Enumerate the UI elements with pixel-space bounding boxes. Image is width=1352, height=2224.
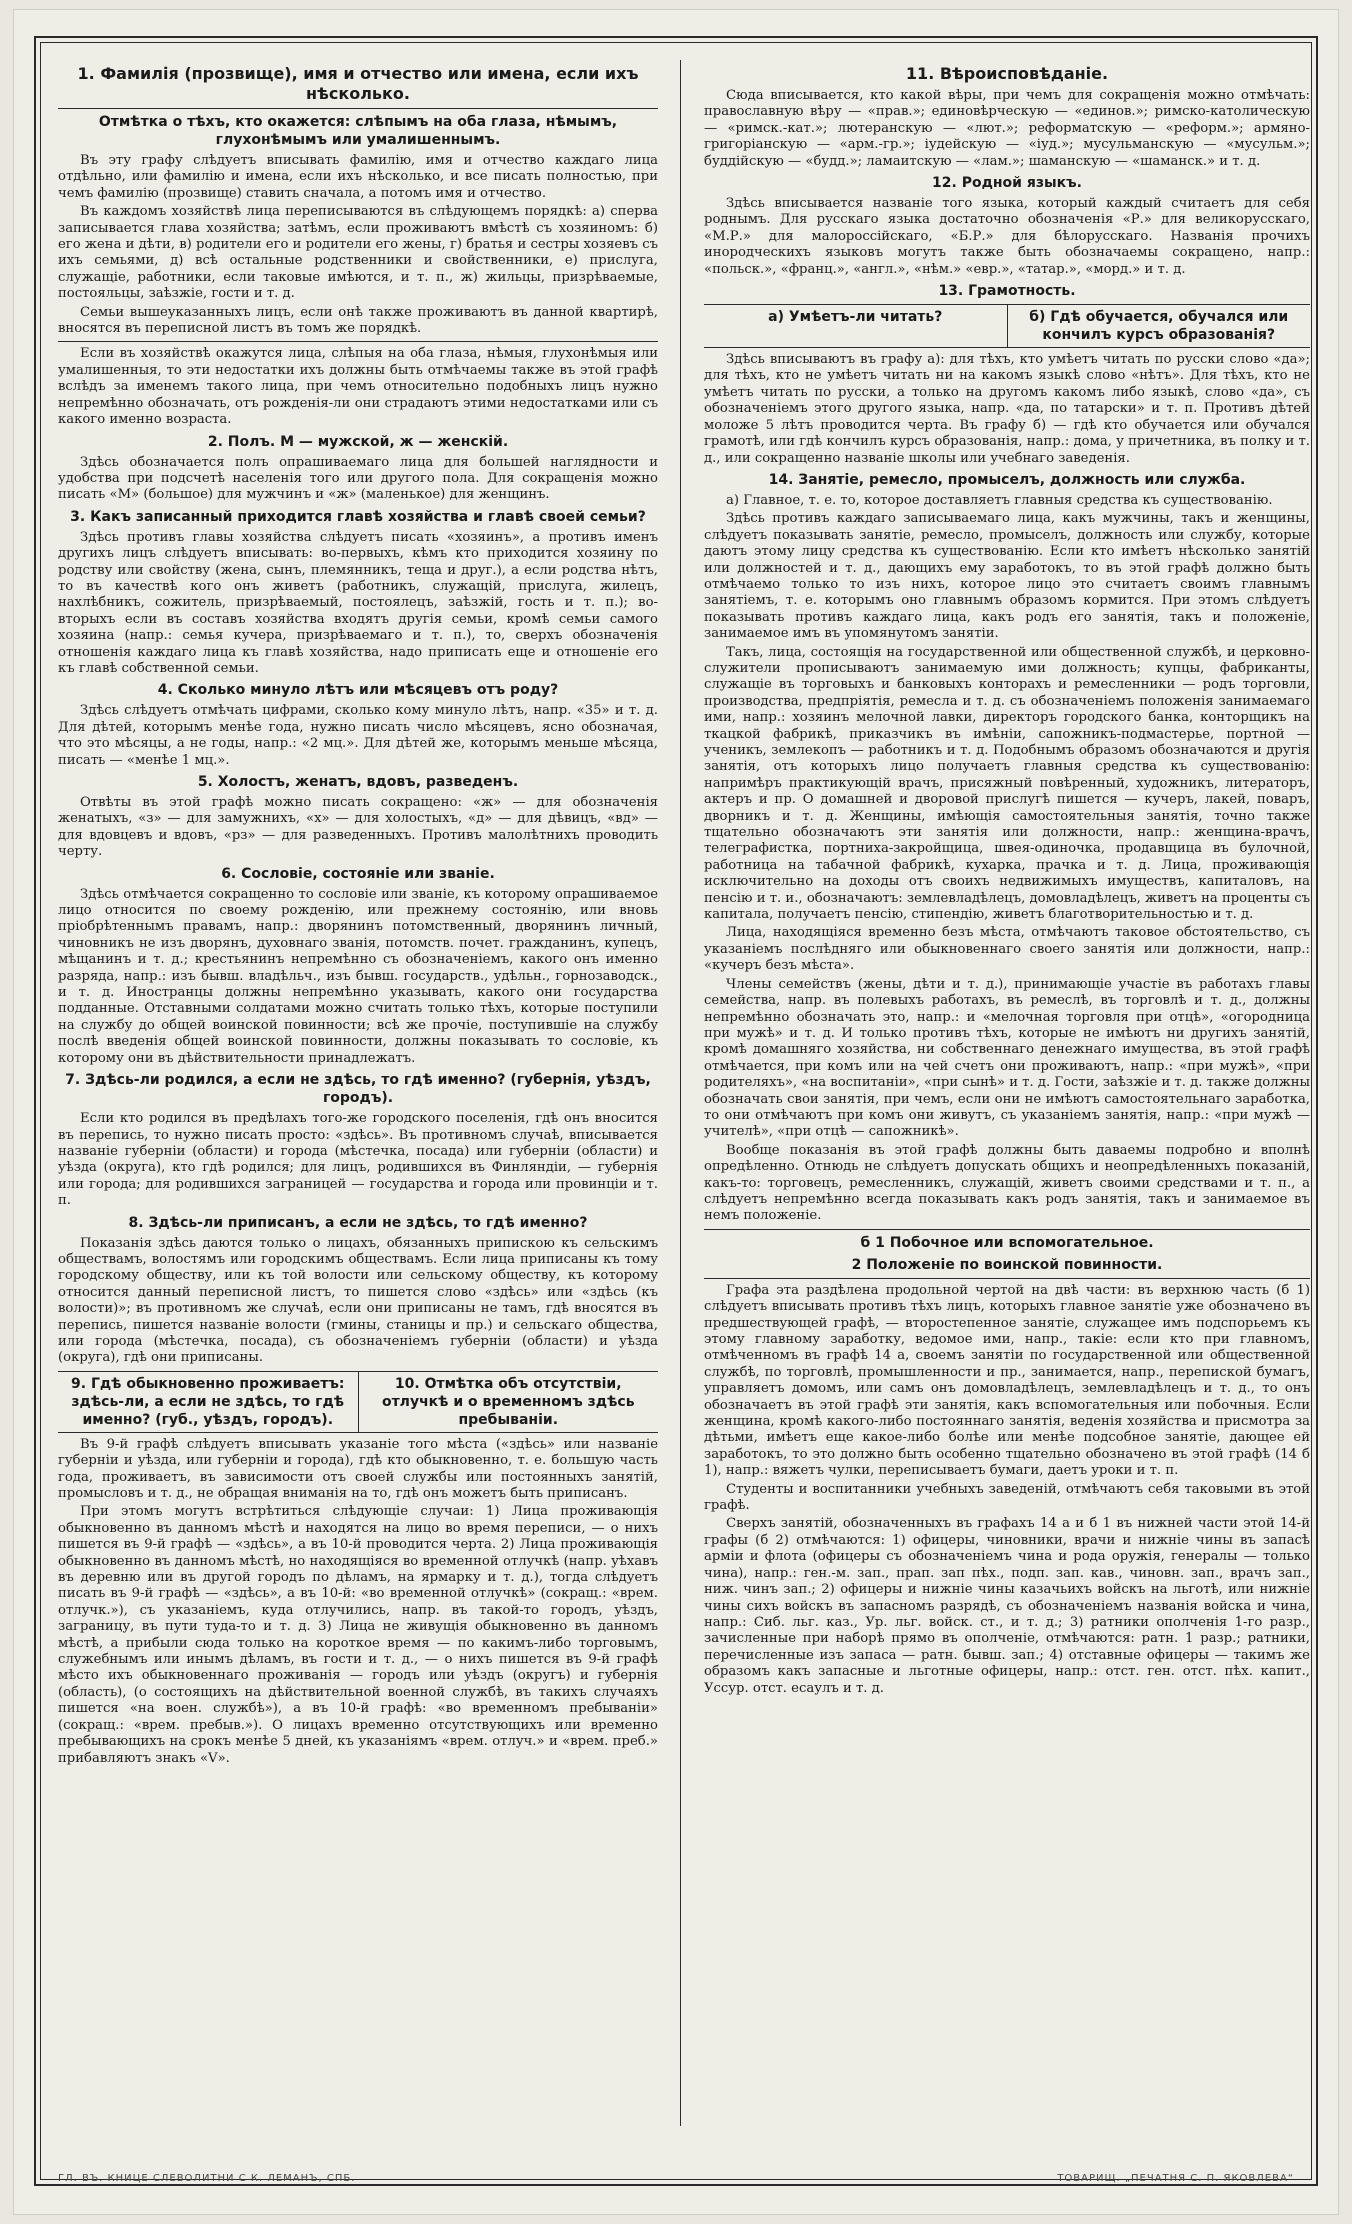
printer-imprint-left: ГЛ. ВЪ. КНИЦЕ СЛЕВОЛИТНИ С К. ЛЕМАНЪ, СПБ. <box>58 2173 356 2184</box>
separator <box>58 341 658 342</box>
right-column <box>704 58 1310 2134</box>
section-5-title: 5. Холостъ, женатъ, вдовъ, разведенъ. <box>197 774 519 790</box>
section-1-subtitle: Отмѣтка о тѣхъ, кто окажется: слѣпымъ на оба глаза, нѣмымъ, глухонѣмымъ или умалишеннымъ. <box>98 114 618 148</box>
paragraph: Лица, находящіяся временно безъ мѣста, отмѣчаютъ таковое обстоятельство, съ указаніемъ послѣдняго или обыкновеннаго своего занятія или должности, напр.: «кучеръ безъ мѣста». <box>704 925 1310 974</box>
section-9-10-header <box>58 1371 658 1433</box>
section-13a-title: а) Умѣетъ-ли читать? <box>768 309 943 326</box>
section-12-title: 12. Родной языкъ. <box>932 175 1082 192</box>
paragraph: Въ эту графу слѣдуетъ вписывать фамилію, имя и отчество каждаго лица отдѣльно, или фамилію и имена, если ихъ нѣсколько, и все писать полностью, при чемъ фамилію (прозвище) ставить сначала, а потомъ имя и отчество. <box>58 153 658 201</box>
paragraph: Здѣсь обозначается полъ опрашиваемаго лица для большей наглядности и удобства при подсчетѣ населенія того или другого пола. Для сокращенія можно писать «М» (большое) для мужчинъ и «ж» (маленькое) для женщинъ. <box>58 454 658 503</box>
paragraph: Сверхъ занятій, обозначенныхъ въ графахъ 14 а и б 1 въ нижней части этой 14-й графы (б 2) отмѣчаются: 1) офицеры, чиновники, врачи и нижніе чины въ запасѣ арміи и флота (офицеры съ обозначеніемъ чина и рода оружія, генералы — только чина), напр.: ген.-м. зап., прап. зап пѣх., подп. зап. кав., чиновн. зап., врачъ зап., ниж. чинъ зап.; 2) офицеры и нижніе чины казачьихъ войскъ на льготѣ, или нижніе чины сихъ войскъ въ запасномъ разрядѣ, съ обозначеніемъ названія войска и чина, напр.: Сиб. льг. каз., Ур. льг. войск. ст., и т. д.; 3) ратники ополченія 1-го разр., зачисленные при наборѣ прямо въ ополченіе, отмѣчаются: ратн. 1 разр.; ратники, перечисленные изъ запаса — ратн. бывш. зап.; 4) отставные офицеры — такимъ же образомъ какъ запасные и льготные офицеры, напр.: отст. ген. отст. пѣх. капит., Уссур. отст. есаулъ и т. д. <box>704 1516 1310 1696</box>
separator <box>704 1278 1310 1279</box>
paragraph: Члены семействъ (жены, дѣти и т. д.), принимающіе участіе въ работахъ главы семейства, напр. въ полевыхъ работахъ, въ ремеслѣ, въ торговлѣ и т. д., должны непремѣнно обозначать это, напр.: и «мелочная торговля при отцѣ», «огородница при мужѣ» и т. д. И только противъ тѣхъ, которые не имѣютъ ни другихъ занятій, кромѣ домашняго хозяйства, ни собственнаго денежнаго имущества, въ этой графѣ отмѣчается, при комъ или на чей счетъ они проживаютъ, напр.: «при мужѣ», «при родителяхъ», «на воспитаніи», «при сынѣ» и т. д. Гости, заѣзжіе и т. д. также должны обозначать свои занятія, при чемъ, если они не имѣютъ самостоятельнаго заработка, то они отмѣчаютъ при комъ они живутъ, съ указаніемъ занятія, напр.: «при мужѣ — учителѣ», «при отцѣ — сапожникѣ». <box>704 976 1310 1140</box>
section-13-header <box>704 304 1310 348</box>
printer-imprint-right: ТОВАРИЩ. „ПЕЧАТНЯ С. П. ЯКОВЛЕВА“ <box>1057 2173 1294 2184</box>
paragraph: При этомъ могутъ встрѣтиться слѣдующіе случаи: 1) Лица проживающія обыкновенно въ данномъ мѣстѣ и находятся на лицо во время переписи, — о нихъ пишется въ 9-й графѣ — «здѣсь», а въ 10-й проводится черта. 2) Лица проживающія обыкновенно въ данномъ мѣстѣ, но находящіяся во временной отлучкѣ (напр. уѣхавъ въ деревню или въ другой городъ по дѣламъ, на ярмарку и т. д.), тогда слѣдуетъ писать въ 9-й графѣ — «здѣсь», а въ 10-й: «во временной отлучкѣ» (сокращ.: «врем. отлучк.»), съ указаніемъ, куда отлучились, напр. въ такой-то городъ, уѣздъ, заграницу, въ пути туда-то и т. д. 3) Лица не живущія обыкновенно въ данномъ мѣстѣ, а прибыли сюда только на короткое время — по какимъ-либо торговымъ, служебнымъ или инымъ дѣламъ, въ гости и т. д., — о нихъ пишется въ 9-й графѣ мѣсто ихъ обыкновеннаго проживанія — городъ или уѣздъ (округъ) и губернія (область), (о состоящихъ на дѣйствительной военной службѣ, въ такихъ случаяхъ пишется «на воен. службѣ»), а въ 10-й графѣ: «во временномъ пребываніи» (сокращ.: «врем. пребыв.»). О лицахъ временно отсутствующихъ или временно пребывающихъ на срокъ менѣе 5 дней, къ указаніямъ «врем. отлуч.» и «врем. преб.» прибавляютъ знакъ «V». <box>58 1504 658 1766</box>
paragraph: Такъ, лица, состоящія на государственной или общественной службѣ, и церковно-служители прописываютъ занимаемую ими должность; купцы, фабриканты, служащіе въ торговыхъ и банковыхъ конторахъ и ремесленники — родъ торговли, производства, предпріятія, ремесла и т. д. съ обозначеніемъ положенія занимаемаго ими, напр.: хозяинъ мелочной лавки, директоръ городского банка, конторщикъ на ткацкой фабрикѣ, приказчикъ въ имѣніи, сапожникъ-подмастерье, портной — ученикъ, землекопъ — работникъ и т. д. Подобнымъ образомъ обозначаются и другія занятія, отъ которыхъ лицо получаетъ главныя средства къ существованію: напримѣръ практикующій врачъ, присяжный повѣренный, художникъ, литераторъ, актеръ и пр. О домашней и дворовой прислугѣ пишется — кучеръ, лакей, поваръ, дворникъ и т. д. Женщины, имѣющія самостоятельныя занятія, точно также тщательно обозначаютъ эти занятія или должности, напр.: женщина-врачъ, телеграфистка, портниха-закройщица, швея-одиночка, продавщица въ булочной, работница на табачной фабрикѣ, кухарка, прачка и т. д. Лица, проживающія исключительно на доходы отъ своихъ недвижимыхъ имуществъ, капиталовъ, на пенсію и т. и., обозначаютъ: землевладѣлецъ, домовладѣлецъ, живетъ на проценты съ капитала, получаетъ пенсію, стипендію, живетъ благотворительностью и т. д. <box>704 644 1310 923</box>
column-divider <box>680 60 681 2126</box>
paragraph: Здѣсь слѣдуетъ отмѣчать цифрами, сколько кому минуло лѣтъ, напр. «35» и т. д. Для дѣтей, которымъ менѣе года, нужно писать число мѣсяцевъ, ясно обозначая, что это мѣсяцы, а не годы, напр.: «2 мц.». Для дѣтей же, которымъ меньше мѣсяца, писать — «менѣе 1 мц.». <box>58 703 658 768</box>
section-4-title: 4. Сколько минуло лѣтъ или мѣсяцевъ отъ роду? <box>157 682 559 699</box>
section-10-title: 10. Отмѣтка объ отсутствіи, отлучкѣ и о временномъ здѣсь пребываніи. <box>358 1372 659 1432</box>
paragraph: Вообще показанія въ этой графѣ должны быть даваемы подробно и вполнѣ опредѣленно. Отнюдь не слѣдуетъ допускать общихъ и неопредѣленныхъ показаній, какъ-то: торговецъ, ремесленникъ, служащій, живетъ своими средствами и т. п., а слѣдуетъ непремѣнно всегда показывать какъ родъ занятія, такъ и занимаемое въ немъ положеніе. <box>704 1142 1310 1224</box>
section-14b1-title: б 1 Побочное или вспомогательное. <box>860 1234 1154 1251</box>
section-6-title: 6. Сословіе, состояніе или званіе. <box>221 865 495 882</box>
paragraph: Здѣсь противъ каждаго записываемаго лица, какъ мужчины, такъ и женщины, слѣдуетъ показывать занятіе, ремесло, промыселъ, должность или службу, которые даютъ этому лицу средства къ существованію. Если кто имѣетъ нѣсколько занятій или должностей и т. д., дающихъ ему заработокъ, то въ этой графѣ должно быть отмѣчаемо только то изъ нихъ, которое лицо это считаетъ своимъ главнымъ занятіемъ, т. е. которымъ оно главнымъ образомъ кормится. При этомъ слѣдуетъ показывать противъ каждаго лица, какъ родъ его занятія, такъ и положеніе, занимаемое имъ въ упомянутомъ занятіи. <box>704 511 1310 642</box>
separator <box>58 108 658 109</box>
paragraph: Сюда вписывается, кто какой вѣры, при чемъ для сокращенія можно отмѣчать: православную вѣру — «прав.»; единовѣрческую — «единов.»; римско-католическую — «римск.-кат.»; лютеранскую — «лют.»; реформатскую — «реформ.»; армяно-григоріанскую — «арм.-гр.»; іудейскую — «іуд.»; мусульманскую — «мусульм.»; буддійскую — «будд.»; ламаитскую — «лам.»; шаманскую — «шаманск.» и т. д. <box>704 88 1310 169</box>
section-14-title: 14. Занятіе, ремесло, промыселъ, должность или служба. <box>768 471 1246 488</box>
section-2-title: 2. Полъ. М — мужской, ж — женскій. <box>207 433 509 450</box>
paragraph: Семьи вышеуказанныхъ лицъ, если онѣ также проживаютъ въ данной квартирѣ, вносятся въ переписной листъ въ томъ же порядкѣ. <box>58 304 658 337</box>
paragraph: Здѣсь вписывается названіе того языка, который каждый считаетъ для себя роднымъ. Для русскаго языка достаточно обозначенія «Р.» для великорусскаго, «М.Р.» для малороссійскаго, «Б.Р.» для бѣлорусскаго. Названія прочихъ инородческихъ языковъ могутъ также быть обозначаемы сокращено, напр.: «польск.», «франц.», «англ.», «нѣм.» «евр.», «татар.», «морд.» и т. д. <box>704 196 1310 277</box>
section-8-title: 8. Здѣсь-ли приписанъ, а если не здѣсь, то гдѣ именно? <box>128 1214 588 1231</box>
census-instruction-sheet <box>14 10 1338 2214</box>
paragraph: Здѣсь вписываютъ въ графу а): для тѣхъ, кто умѣетъ читать по русски слово «да»; для тѣхъ, кто не умѣетъ читать ни на какомъ языкѣ слово «нѣтъ». Для тѣхъ, кто не умѣетъ читать по русски, а только на другомъ какомъ либо языкѣ, слово «да», съ обозначеніемъ этого другого языка, напр. «да, по татарски» и т. п. Противъ дѣтей моложе 5 лѣтъ проводится черта. Въ графу б) — гдѣ кто обучается или обучался грамотѣ, или гдѣ кончилъ курсъ образованія, напр.: дома, у причетника, въ полку и т. д., или сокращенно названіе школы или учебнаго заведенія. <box>704 352 1310 466</box>
paragraph: Здѣсь отмѣчается сокращенно то сословіе или званіе, къ которому опрашиваемое лицо относится по своему рожденію, или прежнему состоянію, или вновь пріобрѣтеннымъ правамъ, напр.: дворянинъ потомственный, дворянинъ личный, чиновникъ не изъ дворянъ, духовнаго званія, потомств. почет. гражданинъ, купецъ, мѣщанинъ и т. д.; крестьянинъ непремѣнно съ обозначеніемъ, какого онъ именно разряда, напр.: изъ бывш. владѣльч., изъ бывш. государств., удѣльн., горнозаводск., и т. д. Иностранцы должны непремѣнно указывать, какого они государства подданные. Отставными солдатами можно считать только тѣхъ, которые поступили на службу до общей воинской повинности; всѣ же прочіе, поступившіе на службу послѣ введенія общей воинской повинности, должны показывать то сословіе, къ которому они въ дѣйствительности принадлежатъ. <box>58 886 658 1066</box>
separator <box>704 1229 1310 1230</box>
paragraph: Здѣсь противъ главы хозяйства слѣдуетъ писать «хозяинъ», а противъ именъ другихъ лицъ слѣдуетъ вписывать: во-первыхъ, кѣмъ кто приходится хозяину по родству или свойству (жена, сынъ, племянникъ, теща и друг.), а если родства нѣтъ, то въ качествѣ кого онъ живетъ (работникъ, служащій, прислуга, жилецъ, нахлѣбникъ, сожитель, призрѣваемый, постоялецъ, заѣзжій, гость и т. п.); во-вторыхъ если въ составъ хозяйства входятъ другія семьи, кромѣ семьи самого хозяина (напр.: семья кучера, призрѣваемаго и т. п.), то, сверхъ обозначенія отношенія каждаго лица къ главѣ хозяйства, надо приписать еще и отношеніе его къ главѣ собственной семьи. <box>58 529 658 676</box>
section-7-title: 7. Здѣсь-ли родился, а если не здѣсь, то гдѣ именно? (губернія, уѣздъ, городъ). <box>65 1072 651 1107</box>
paragraph: Показанія здѣсь даются только о лицахъ, обязанныхъ припискою къ сельскимъ обществамъ, волостямъ или городскимъ обществамъ. Если лица приписаны къ тому городскому обществу, или къ той волости или сельскому обществу, къ которому относится данный переписной листъ, то пишется слово «здѣсь» или «здѣсь (къ волости)»; въ противномъ же случаѣ, если они приписаны не тамъ, гдѣ вносятся въ перепись, пишется названіе волости (гмины, станицы и пр.) и сельскаго общества, или города (мѣстечка, посада), съ обозначеніемъ губерніи (области) и уѣзда (округа), гдѣ они приписаны. <box>58 1235 658 1366</box>
paragraph: Если кто родился въ предѣлахъ того-же городского поселенія, гдѣ онъ вносится въ перепись, то нужно писать просто: «здѣсь». Въ противномъ случаѣ, вписывается названіе губерніи (области) и города (мѣстечка, посада) или губерніи (области) и уѣзда (округа), кто гдѣ родился; для лицъ, родившихся въ Финляндіи, — губернія или города; для родившихся заграницей — государства и города или провинціи и т. п. <box>58 1111 658 1209</box>
paragraph: Графа эта раздѣлена продольной чертой на двѣ части: въ верхнюю часть (б 1) слѣдуетъ вписывать противъ тѣхъ лицъ, которыхъ главное занятіе уже обозначено въ предшествующей графѣ, — второстепенное занятіе, служащее имъ подспорьемъ къ этому главному заработку, ведомое ими, напр., такіе: если кто при главномъ, отмѣченномъ въ графѣ 14 а, своемъ занятіи по государственной или общественной службѣ, по торговлѣ, промышленности и пр., занимается, напр., перепиской бумагъ, управляетъ домомъ, или самъ онъ домовладѣлецъ, землевладѣлецъ и т. д., то онъ обозначаетъ въ этой графѣ эти занятія, какъ вспомогательныя или побочныя. Если женщина, кромѣ какого-либо постояннаго занятія, веденія хозяйства и присмотра за дѣтьми, имѣетъ еще какое-либо болѣе или менѣе подсобное занятіе, дающее ей заработокъ, то это должно быть особенно тщательно обозначено въ этой графѣ (14 б 1), напр.: вяжетъ чулки, переписываетъ бумаги, даетъ уроки и т. п. <box>704 1282 1310 1479</box>
section-14-subtitle: а) Главное, т. е. то, которое доставляетъ главныя средства къ существованію. <box>726 492 1273 508</box>
section-3-title: 3. Какъ записанный приходится главѣ хозяйства и главѣ своей семьи? <box>70 508 646 525</box>
paragraph: Въ 9-й графѣ слѣдуетъ вписывать указаніе того мѣста («здѣсь» или названіе губерніи и уѣзда, или губерніи и города), гдѣ кто обыкновенно, т. е. большую часть года, проживаетъ, въ зависимости отъ своей службы или постоянныхъ занятій, промысловъ и т. д., не обращая вниманія на то, гдѣ онъ можетъ быть приписанъ. <box>58 1436 658 1501</box>
section-14b2-title: 2 Положеніе по воинской повинности. <box>851 1256 1163 1273</box>
paragraph: Въ каждомъ хозяйствѣ лица переписываются въ слѣдующемъ порядкѣ: а) сперва записывается глава хозяйства; затѣмъ, если проживаютъ вмѣстѣ съ хозяиномъ: б) его жена и дѣти, в) родители его и родители его жены, г) братья и сестры хозяевъ съ ихъ семьями, д) всѣ остальные родственники и свойственники, е) прислуга, служащіе, работники, если таковые имѣются, и т. п., ж) жильцы, призрѣваемые, постояльцы, заѣзжіе, гости и т. д. <box>58 204 658 302</box>
paragraph: Если въ хозяйствѣ окажутся лица, слѣпыя на оба глаза, нѣмыя, глухонѣмыя или умалишенныя, то эти недостатки ихъ должны быть отмѣчаемы также въ этой графѣ вслѣдъ за именемъ такого лица, при чемъ относительно подобныхъ лицъ нужно непремѣнно обозначать, отъ рожденія-ли они страдаютъ этими недостатками или съ какого именно возраста. <box>58 346 658 428</box>
section-13b-title: б) Гдѣ обучается, обучался или кончилъ курсъ образованія? <box>1007 305 1311 347</box>
section-9-title: 9. Гдѣ обыкновенно проживаетъ: здѣсь-ли, а если не здѣсь, то гдѣ именно? (губ., уѣздъ, городъ). <box>71 1375 345 1428</box>
paragraph: Отвѣты въ этой графѣ можно писать сокращено: «ж» — для обозначенія женатыхъ, «з» — для замужнихъ, «х» — для холостыхъ, «д» — для дѣвицъ, «вд» — для вдовцевъ и вдовъ, «рз» — для разведенныхъ. Противъ малолѣтнихъ проводить черту. <box>58 795 658 860</box>
section-11-title: 11. Вѣроисповѣданіе. <box>905 64 1109 83</box>
paragraph: Студенты и воспитанники учебныхъ заведеній, отмѣчаютъ себя таковыми въ этой графѣ. <box>704 1481 1310 1514</box>
left-column <box>58 58 658 2134</box>
section-13-title: 13. Грамотность. <box>938 283 1076 300</box>
section-1-title: 1. Фамилія (прозвище), имя и отчество или имена, если ихъ нѣсколько. <box>77 64 639 103</box>
